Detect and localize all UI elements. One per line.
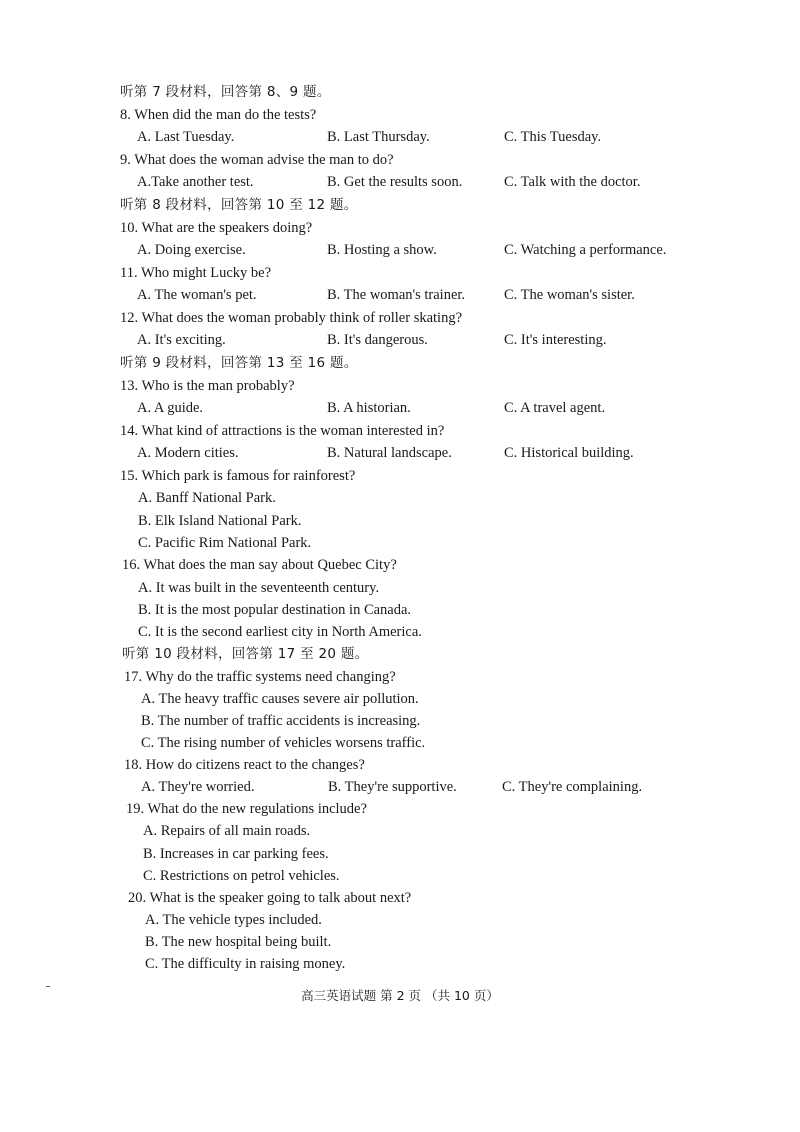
question-8-stem: 8. When did the man do the tests? (120, 107, 317, 123)
question-10-option-b: B. Hosting a show. (327, 242, 437, 258)
question-16-option-a: A. It was built in the seventeenth century. (138, 580, 380, 596)
question-13-option-c: C. A travel agent. (504, 400, 606, 416)
question-17-stem: 17. Why do the traffic systems need changing? (124, 669, 396, 685)
question-9-stem: 9. What does the woman advise the man to do? (120, 152, 394, 168)
question-19-option-b: B. Increases in car parking fees. (143, 846, 329, 862)
question-18-stem: 18. How do citizens react to the changes? (124, 757, 365, 773)
question-14-option-c: C. Historical building. (504, 445, 634, 461)
question-16-option-b: B. It is the most popular destination in Canada. (138, 602, 412, 618)
question-9-option-b: B. Get the results soon. (327, 174, 463, 190)
question-12-option-a: A. It's exciting. (137, 332, 226, 348)
question-13-stem: 13. Who is the man probably? (120, 378, 295, 394)
question-13-option-a: A. A guide. (137, 400, 204, 416)
question-19-option-a: A. Repairs of all main roads. (143, 823, 311, 839)
question-13-option-b: B. A historian. (327, 400, 411, 416)
question-14-option-a: A. Modern cities. (137, 445, 239, 461)
question-16-option-c: C. It is the second earliest city in North America. (138, 624, 422, 640)
question-11-option-c: C. The woman's sister. (504, 287, 635, 303)
question-10-option-c: C. Watching a performance. (504, 242, 667, 258)
question-20-option-a: A. The vehicle types included. (145, 912, 322, 928)
question-11-option-a: A. The woman's pet. (137, 287, 257, 303)
question-19-option-c: C. Restrictions on petrol vehicles. (143, 868, 340, 884)
question-20-option-c: C. The difficulty in raising money. (145, 956, 346, 972)
question-8-option-b: B. Last Thursday. (327, 129, 430, 145)
question-11-stem: 11. Who might Lucky be? (120, 265, 272, 281)
question-15-option-b: B. Elk Island National Park. (138, 513, 302, 529)
question-12-option-b: B. It's dangerous. (327, 332, 428, 348)
section-heading-7: 听第 7 段材料，回答第 8、9 题。 (120, 84, 331, 100)
section-heading-8: 听第 8 段材料，回答第 10 至 12 题。 (120, 197, 358, 213)
question-15-option-c: C. Pacific Rim National Park. (138, 535, 312, 551)
question-9-option-c: C. Talk with the doctor. (504, 174, 641, 190)
question-14-stem: 14. What kind of attractions is the woman interested in? (120, 423, 445, 439)
question-18-option-b: B. They're supportive. (328, 779, 457, 795)
question-9-option-a: A.Take another test. (137, 174, 254, 190)
question-18-option-a: A. They're worried. (141, 779, 255, 795)
page-footer: 高三英语试题 第 2 页 （共 10 页） (301, 988, 499, 1003)
question-19-stem: 19. What do the new regulations include? (126, 801, 367, 817)
question-12-option-c: C. It's interesting. (504, 332, 607, 348)
section-heading-10: 听第 10 段材料，回答第 17 至 20 题。 (122, 646, 369, 662)
question-12-stem: 12. What does the woman probably think of roller skating? (120, 310, 463, 326)
question-16-stem: 16. What does the man say about Quebec City? (122, 557, 397, 573)
question-8-option-c: C. This Tuesday. (504, 129, 602, 145)
question-17-option-a: A. The heavy traffic causes severe air pollution. (141, 691, 419, 707)
section-heading-9: 听第 9 段材料，回答第 13 至 16 题。 (120, 355, 358, 371)
question-17-option-b: B. The number of traffic accidents is increasing. (141, 713, 421, 729)
question-10-option-a: A. Doing exercise. (137, 242, 246, 258)
question-15-stem: 15. Which park is famous for rainforest? (120, 468, 356, 484)
question-17-option-c: C. The rising number of vehicles worsens traffic. (141, 735, 426, 751)
question-18-option-c: C. They're complaining. (502, 779, 643, 795)
question-20-stem: 20. What is the speaker going to talk about next? (128, 890, 412, 906)
question-10-stem: 10. What are the speakers doing? (120, 220, 313, 236)
question-15-option-a: A. Banff National Park. (138, 490, 276, 506)
question-14-option-b: B. Natural landscape. (327, 445, 452, 461)
question-8-option-a: A. Last Tuesday. (137, 129, 235, 145)
question-20-option-b: B. The new hospital being built. (145, 934, 332, 950)
question-11-option-b: B. The woman's trainer. (327, 287, 466, 303)
